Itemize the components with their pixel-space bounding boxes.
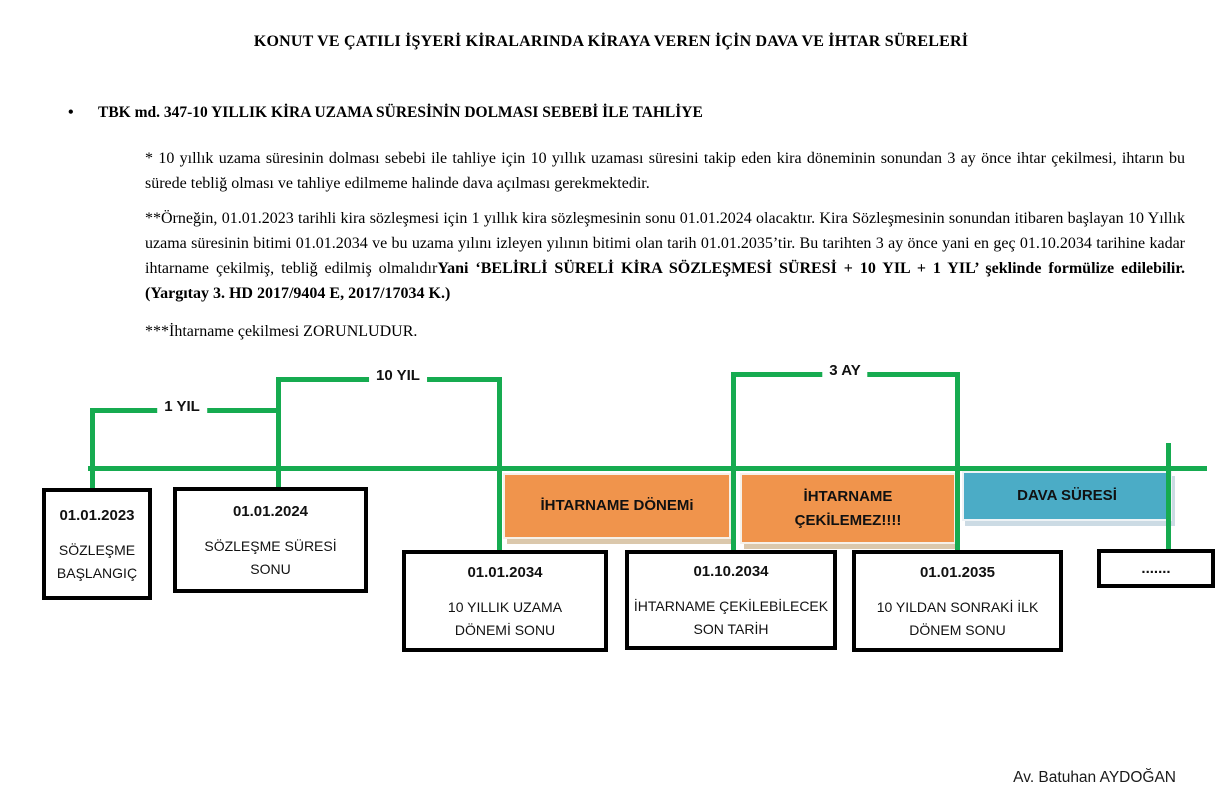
band-dava-suresi [962,471,1172,521]
datebox-2034 [402,550,608,652]
band-ihtarname-donemi-label: İHTARNAME DÖNEMi [540,497,694,515]
datebox-2023-line2: BAŞLANGIÇ [56,564,138,581]
datebox-01-10-2034 [625,550,837,650]
datebox-2024-date: 01.01.2024 [232,503,309,521]
datebox-2035-line1: 10 YILDAN SONRAKİ İLK [876,599,1039,616]
connector-2024 [276,377,281,490]
timeline-line [88,466,1207,471]
datebox-2023-date: 01.01.2023 [59,507,135,525]
paragraph-note-3: ***İhtarname çekilmesi ZORUNLUDUR. [145,323,418,340]
bullet-item [68,104,1182,122]
band-ihtarname-cekilemez [740,473,956,544]
datebox-01-10-2034-line1: İHTARNAME ÇEKİLEBİLECEK [633,598,829,615]
datebox-2024-line2: SONU [250,560,291,577]
page-title: KONUT VE ÇATILI İŞYERİ KİRALARINDA KİRAYA VEREN İÇİN DAVA VE İHTAR SÜRELERİ [253,33,969,50]
datebox-2034-line2: DÖNEMİ SONU [454,621,556,638]
band-ihtarname-donemi [503,473,731,539]
connector-01-10-2034 [731,372,736,552]
datebox-2023 [42,488,152,600]
bullet-icon: • [68,104,74,121]
connector-2023 [90,408,95,490]
datebox-2034-date: 01.01.2034 [467,564,543,582]
datebox-2035-date: 01.01.2035 [919,564,996,582]
datebox-2024-line1: SÖZLEŞME SÜRESİ [204,538,337,555]
datebox-2023-line1: SÖZLEŞME [58,542,136,559]
datebox-future [1097,549,1215,588]
connector-dots [1166,443,1171,551]
band-dava-suresi-label: DAVA SÜRESİ [1017,487,1117,505]
band-ihtarname-cekilemez-line1: İHTARNAME [803,488,893,506]
datebox-2034-line1: 10 YILLIK UZAMA [447,599,563,616]
connector-2034 [497,377,502,552]
duration-label-10yil: 10 YIL [369,367,427,384]
bullet-heading: TBK md. 347-10 YILLIK KİRA UZAMA SÜRESİNİN DOLMASI SEBEBİ İLE TAHLİYE [98,104,703,121]
paragraph-note-2-bold: Yani ‘BELİRLİ SÜRELİ KİRA SÖZLEŞMESİ SÜRESİ + 10 YIL + 1 YIL’ şeklinde formülize edilebilir. (Yargıtay 3. HD 2017/9404 E, 2017/17034 K.) [145,260,1185,302]
datebox-01-10-2034-line2: SON TARİH [693,620,769,637]
datebox-2035-line2: DÖNEM SONU [909,621,1006,638]
paragraph-note-1: * 10 yıllık uzama süresinin dolması sebebi ile tahliye için 10 yıllık uzaması süresini takip eden kira döneminin sonundan 3 ay önce ihtar çekilmesi, ihtarın bu sürede tebliğ olması ve tahliye edilmeme halinde dava açılması gerekmektedir. [145,150,1185,192]
duration-label-1yil: 1 YIL [157,398,207,415]
band-ihtarname-cekilemez-line2: ÇEKİLEMEZ!!!! [794,511,902,529]
datebox-01-10-2034-date: 01.10.2034 [693,563,769,581]
datebox-2024 [173,487,368,593]
connector-2035 [955,372,960,552]
paragraph-note-2 [145,206,1185,306]
datebox-future-dots: ....... [1141,560,1171,577]
author-signature: Av. Batuhan AYDOĞAN [1013,769,1176,786]
paragraph-note-2-normal: **Örneğin, 01.01.2023 tarihli kira sözleşmesi için 1 yıllık kira sözleşmesinin sonu 01.01.2024 olacaktır. Kira Sözleşmesinin sonundan itibaren başlayan 10 Yıllık uzama süresinin bitimi 01.01.2034 ve bu uzama yılını izleyen yılının bitimi olan tarih 01.01.2035’tir. Bu tarihten 3 ay önce yani en geç 01.10.2034 tarihine kadar ihtarname çekilmiş, tebliğ edilmiş olmalıdır [145,210,1185,277]
duration-label-3ay: 3 AY [822,362,867,379]
datebox-2035 [852,550,1063,652]
